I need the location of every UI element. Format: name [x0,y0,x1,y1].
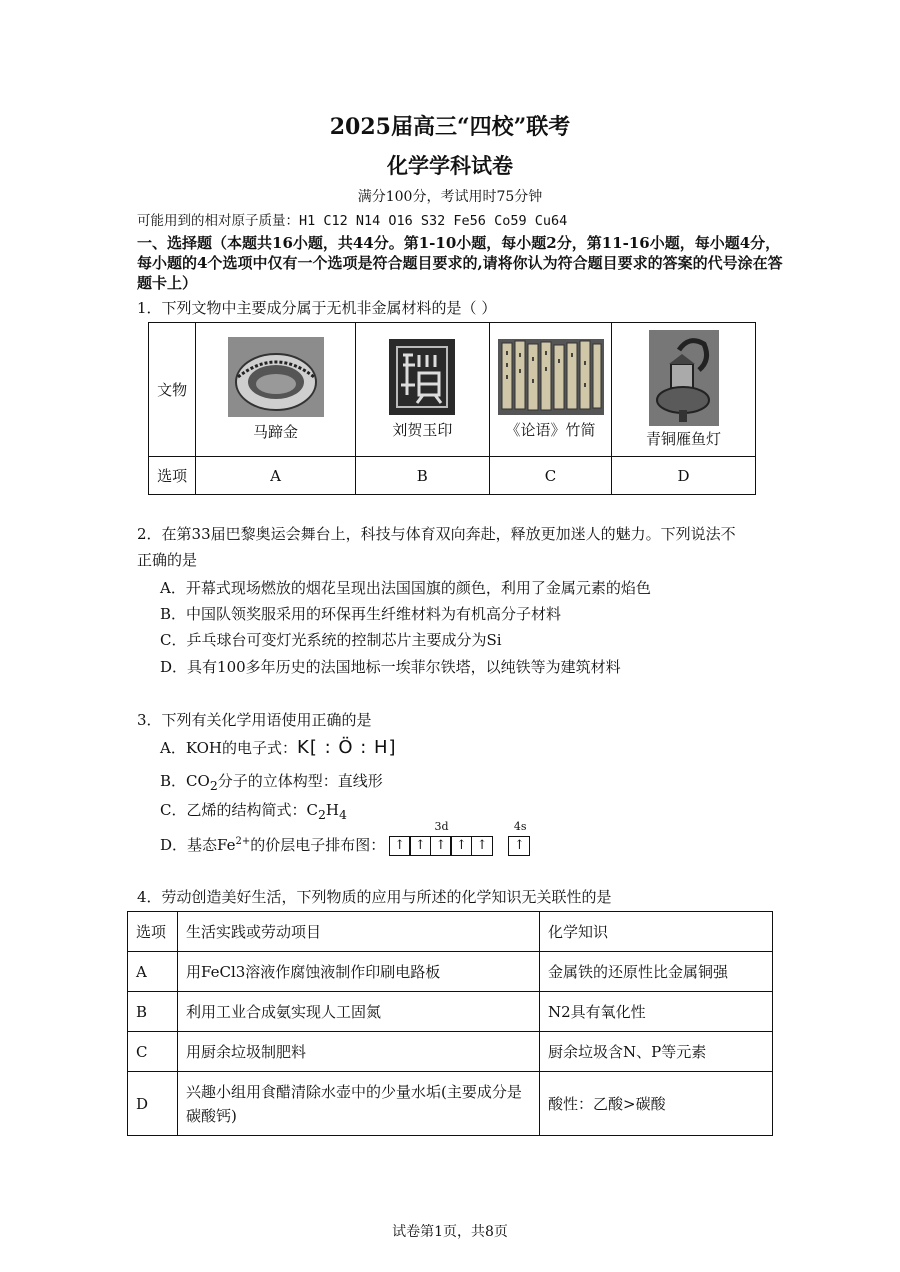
subscript: 2 [209,778,218,793]
artifact-c [489,323,611,457]
row-knowledge: N2具有氧化性 [540,992,773,1032]
bamboo-slips-image [498,339,604,415]
q2-stem-cont: 正确的是 [137,551,198,569]
artifact-name: 马蹄金 [253,423,299,441]
q3-option-d [160,820,530,856]
artifact-name: 《论语》竹简 [505,421,596,439]
option-text: H [325,801,340,819]
up-arrow-icon: ↑ [471,836,493,856]
row-option: D [128,1072,178,1136]
option-text: 分子的立体构型：直线形 [217,772,383,790]
q3-option-a [160,737,397,758]
up-arrow-icon: ↑ [430,836,452,856]
row-knowledge: 酸性：乙酸>碳酸 [540,1072,773,1136]
row-option: A [128,952,178,992]
orbital-4s [510,820,531,856]
q2-option-d: D．具有100多年历史的法国地标一埃菲尔铁塔，以纯铁等为建筑材料 [160,658,621,676]
subscript: 2 [317,807,326,822]
atomic-masses: 可能用到的相对原子质量：H1 C12 N14 O16 S32 Fe56 Co59 Cu64 [137,213,568,229]
option-letter: A [196,457,355,495]
orbital-label-3d: 3d [434,820,449,833]
q3-option-c [160,799,347,822]
row-label-artifact: 文物 [149,323,196,457]
q2-option-b: B．中国队领奖服采用的环保再生纤维材料为有机高分子材料 [160,605,562,623]
up-arrow-icon: ↑ [450,836,472,856]
up-arrow-icon: ↑ [409,836,431,856]
exam-title: 2025届高三“四校”联考 [329,114,571,140]
section-heading: 一、选择题（本题共16小题，共44分。第1-10小题，每小题2分，第11-16小题，每小题4分，每小题的4个选项中仅有一个选项是符合题目要求的,请将你认为符合题目要求的答案的代号涂在答题卡上） [137,234,783,292]
row-practice: 用厨余垃圾制肥料 [178,1032,540,1072]
orbital-3d [390,820,493,856]
row-option: B [128,992,178,1032]
option-letter: D [612,457,756,495]
header-knowledge: 化学知识 [540,912,773,952]
q1-stem: 1．下列文物中主要成分属于无机非金属材料的是（ ） [137,299,497,317]
q2-stem: 2．在第33届巴黎奥运会舞台上，科技与体育双向奔赴，释放更加迷人的魅力。下列说法不 [137,525,736,543]
row-knowledge: 厨余垃圾含N、P等元素 [540,1032,773,1072]
page-footer: 试卷第1页，共8页 [392,1224,508,1240]
jade-seal-image [389,339,455,415]
q4-table [127,911,773,1136]
subject-title: 化学学科试卷 [387,153,513,178]
row-practice: 兴趣小组用食醋清除水壶中的少量水垢(主要成分是碳酸钙) [178,1072,540,1136]
option-text: C．乙烯的结构简式：C [160,801,318,819]
q2-option-a: A．开幕式现场燃放的烟花呈现出法国国旗的颜色，利用了金属元素的焰色 [160,579,651,597]
artifact-name: 刘贺玉印 [392,421,453,439]
q4-stem: 4．劳动创造美好生活，下列物质的应用与所述的化学知识无关联性的是 [137,888,612,906]
artifact-a [196,323,355,457]
row-label-option: 选项 [149,457,196,495]
q3-stem: 3．下列有关化学用语使用正确的是 [137,711,372,729]
q1-table [148,322,756,495]
row-practice: 用FeCl3溶液作腐蚀液制作印刷电路板 [178,952,540,992]
horseshoe-gold-image [228,337,324,417]
row-option: C [128,1032,178,1072]
artifact-name: 青铜雁鱼灯 [646,430,722,448]
option-text: D．基态Fe [160,836,236,854]
orbital-label-4s: 4s [513,820,527,833]
artifact-d [612,323,756,457]
exam-info: 满分100分，考试用时75分钟 [357,189,543,205]
koh-electron-formula: K[ : Ö : H] [297,737,397,758]
option-text: B．CO [160,772,210,790]
row-knowledge: 金属铁的还原性比金属铜强 [540,952,773,992]
q3-option-b [160,770,383,793]
up-arrow-icon: ↑ [389,836,411,856]
option-letter: C [489,457,611,495]
option-text: 的价层电子排布图： [250,836,386,854]
q2-option-c: C．乒乓球台可变灯光系统的控制芯片主要成分为Si [160,631,502,649]
superscript: 2+ [235,836,251,847]
option-text: A．KOH的电子式： [160,739,298,757]
artifact-b [355,323,489,457]
row-practice: 利用工业合成氨实现人工固氮 [178,992,540,1032]
up-arrow-icon: ↑ [508,836,530,856]
header-practice: 生活实践或劳动项目 [178,912,540,952]
bronze-goose-lamp-image [649,330,719,426]
header-option: 选项 [128,912,178,952]
subscript: 4 [339,807,347,822]
option-letter: B [355,457,489,495]
